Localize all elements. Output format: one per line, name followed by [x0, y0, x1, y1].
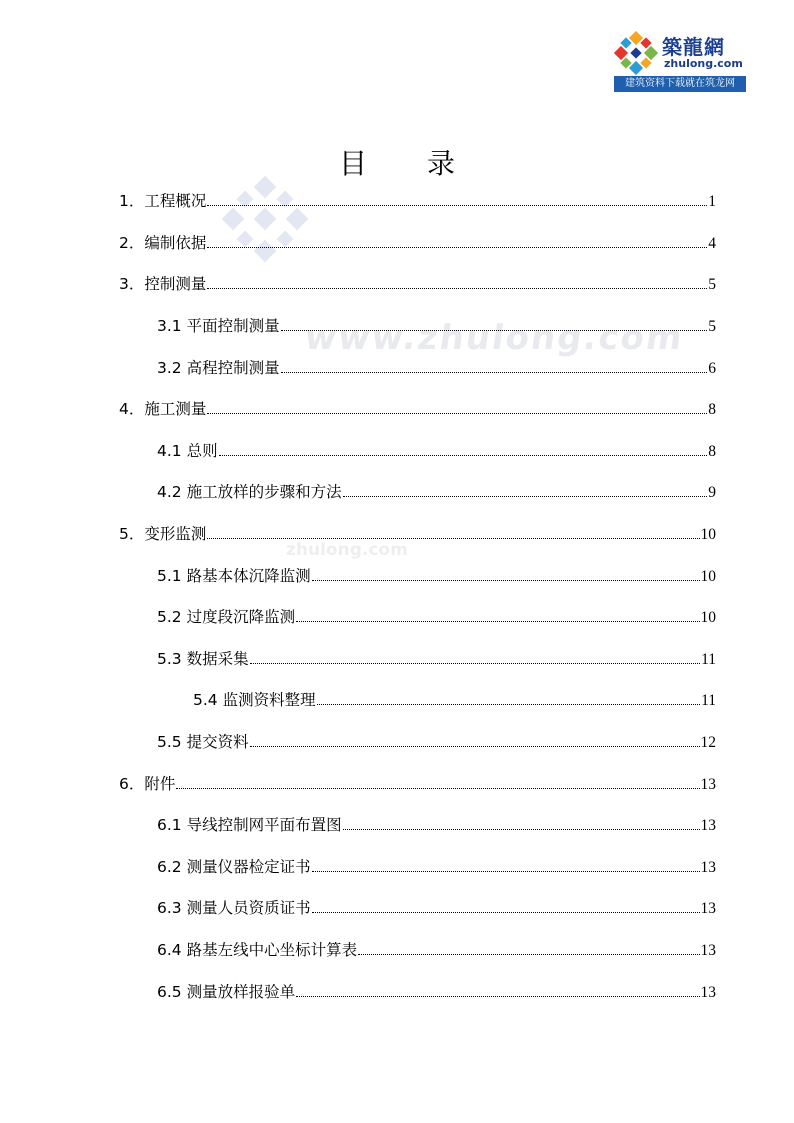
toc-entry[interactable]: [193, 689, 716, 711]
toc-leader: [250, 662, 700, 664]
toc-leader: [207, 537, 699, 539]
toc-page: 13: [700, 776, 716, 793]
toc-label: 6.3 测量人员资质证书: [157, 899, 311, 917]
toc-entry[interactable]: [119, 398, 716, 420]
toc-page: 5: [708, 318, 716, 335]
toc-leader: [312, 911, 700, 913]
toc-page: 13: [700, 817, 716, 834]
toc-leader: [317, 703, 700, 705]
toc-leader: [296, 995, 699, 997]
toc-entry[interactable]: [157, 981, 716, 1003]
toc-page: 6: [708, 360, 716, 377]
toc-label: 5.3 数据采集: [157, 650, 249, 668]
toc-label: 6.4 路基左线中心坐标计算表: [157, 941, 358, 959]
toc-entry[interactable]: [119, 232, 716, 254]
toc-leader: [219, 454, 708, 456]
toc-entry[interactable]: [157, 939, 716, 961]
toc-page: 11: [701, 651, 716, 668]
toc-page: 13: [700, 900, 716, 917]
toc-leader: [176, 787, 699, 789]
zhulong-logo: [612, 29, 746, 93]
logo-brand-en: zhulong.com: [664, 57, 743, 70]
toc-entry[interactable]: [157, 565, 716, 587]
toc-label: 5.4 监测资料整理: [193, 691, 316, 709]
toc-entry[interactable]: [157, 856, 716, 878]
toc-label: 5．变形监测: [119, 525, 207, 543]
toc-page: 5: [708, 276, 716, 293]
logo-top: [612, 29, 746, 75]
toc-page: 8: [708, 401, 716, 418]
toc-leader: [343, 828, 700, 830]
toc-entry[interactable]: [119, 773, 716, 795]
toc-label: 4．施工测量: [119, 400, 207, 418]
toc-label: 5.1 路基本体沉降监测: [157, 567, 311, 585]
toc-page: 13: [700, 942, 716, 959]
toc-page: 10: [700, 609, 716, 626]
toc-leader: [281, 371, 708, 373]
watermark-text-main: www.zhulong.com: [302, 318, 687, 358]
toc-page: 12: [700, 734, 716, 751]
logo-snowflake-icon: [614, 31, 658, 75]
toc-page: 10: [700, 568, 716, 585]
toc-label: 3．控制测量: [119, 275, 207, 293]
toc-label: 2．编制依据: [119, 234, 207, 252]
page-title: 目录: [338, 147, 515, 180]
toc-label: 6.5 测量放样报验单: [157, 983, 296, 1001]
toc-entry[interactable]: [157, 440, 716, 462]
toc-page: 13: [700, 984, 716, 1001]
toc-entry[interactable]: [157, 648, 716, 670]
toc-page: 13: [700, 859, 716, 876]
toc-entry[interactable]: [157, 481, 716, 503]
toc-leader: [207, 204, 707, 206]
toc-label: 1．工程概况: [119, 192, 207, 210]
toc-page: 4: [708, 235, 716, 252]
toc-entry[interactable]: [157, 606, 716, 628]
toc-label: 6.2 测量仪器检定证书: [157, 858, 311, 876]
toc-label: 4.1 总则: [157, 442, 218, 460]
logo-brand-cn: 築龍網: [662, 35, 725, 59]
toc-label: 5.5 提交资料: [157, 733, 249, 751]
toc-page: 9: [708, 484, 716, 501]
toc-entry[interactable]: [119, 273, 716, 295]
toc-label: 5.2 过度段沉降监测: [157, 608, 296, 626]
toc-leader: [312, 579, 700, 581]
toc-label: 6．附件: [119, 775, 176, 793]
toc-leader: [207, 287, 707, 289]
toc-leader: [281, 329, 708, 331]
watermark-text-small: zhulong.com: [286, 540, 408, 560]
toc-entry[interactable]: [119, 190, 716, 212]
toc-leader: [343, 495, 708, 497]
toc-leader: [250, 745, 700, 747]
toc-leader: [207, 412, 707, 414]
toc-leader: [358, 953, 699, 955]
toc-page: 11: [701, 692, 716, 709]
logo-tagline: 建筑资料下载就在筑龙网: [614, 76, 746, 92]
toc-leader: [296, 620, 699, 622]
toc-label: 3.2 高程控制测量: [157, 359, 280, 377]
toc-page: 10: [700, 526, 716, 543]
toc-entry[interactable]: [157, 357, 716, 379]
toc-leader: [312, 870, 700, 872]
toc-entry[interactable]: [157, 814, 716, 836]
toc-entry[interactable]: [119, 523, 716, 545]
toc-label: 3.1 平面控制测量: [157, 317, 280, 335]
toc-entry[interactable]: [157, 315, 716, 337]
toc-label: 6.1 导线控制网平面布置图: [157, 816, 342, 834]
toc-entry[interactable]: [157, 731, 716, 753]
toc-page: 8: [708, 443, 716, 460]
toc-label: 4.2 施工放样的步骤和方法: [157, 483, 342, 501]
toc-leader: [207, 246, 707, 248]
toc-entry[interactable]: [157, 897, 716, 919]
toc-page: 1: [708, 193, 716, 210]
